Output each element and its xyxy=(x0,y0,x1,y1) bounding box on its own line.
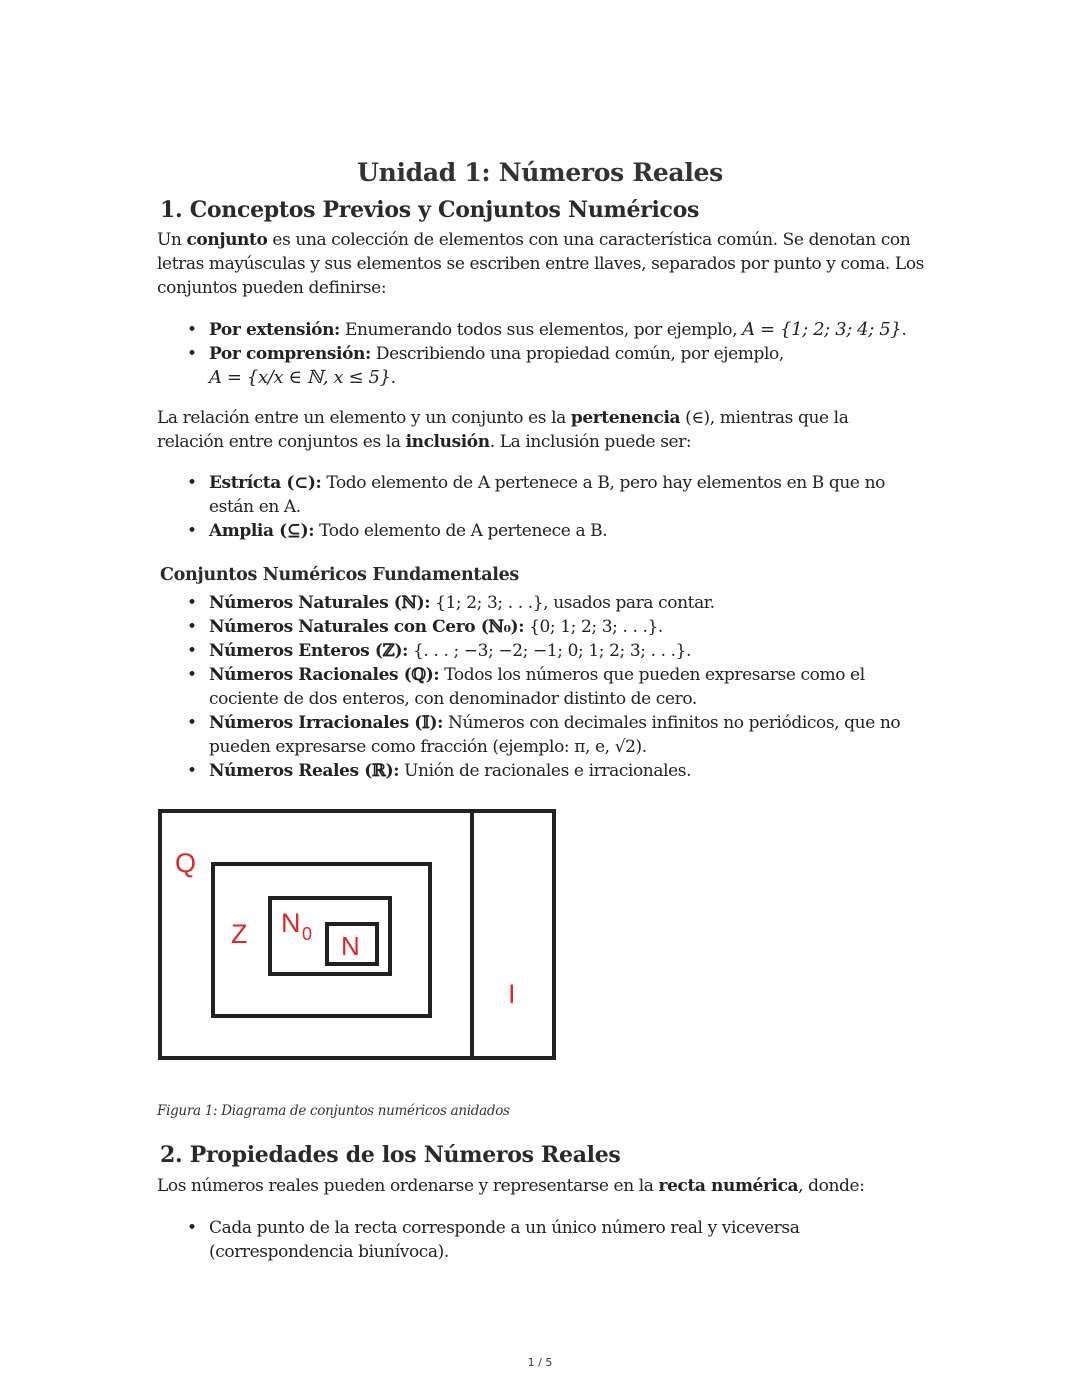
item-text: . xyxy=(390,368,396,388)
label-z: Z xyxy=(231,919,248,949)
item-text: Todos los números que pueden expresarse como el cociente de dos enteros, con denominador distinto de cero. xyxy=(209,665,865,709)
item-label: Números Racionales (ℚ): xyxy=(209,665,440,685)
item-label: Estrícta (⊂): xyxy=(209,473,322,493)
text: Los números reales pueden ordenarse y representarse en la xyxy=(157,1176,659,1196)
item-text: . xyxy=(901,320,907,340)
text: . La inclusión puede ser: xyxy=(489,432,692,452)
intro-text: es una colección de elementos con una característica común. Se denotan con letras mayúsculas y sus elementos se escriben entre llaves, separados por punto y coma. Los conjuntos pueden definirse: xyxy=(157,230,924,298)
item-text: Todo elemento de A pertenece a B, pero hay elementos en B que no están en A. xyxy=(209,473,885,517)
nested-sets-diagram xyxy=(157,808,557,1061)
list-item xyxy=(209,591,919,615)
math-expression: A = {1; 2; 3; 4; 5} xyxy=(742,319,902,340)
section-1-heading: 1. Conceptos Previos y Conjuntos Numéricos xyxy=(160,197,700,223)
item-text: Describiendo una propiedad común, por ejemplo, xyxy=(370,344,784,364)
inclusion-list xyxy=(157,471,909,543)
list-item xyxy=(209,519,909,543)
list-item xyxy=(209,615,919,639)
label-n: N xyxy=(341,931,360,961)
list-item xyxy=(209,471,909,519)
item-label: Números Reales (ℝ): xyxy=(209,761,400,781)
item-label: Por comprensión: xyxy=(209,344,371,364)
math-expression: A = {x/x ∈ ℕ, x ≤ 5} xyxy=(209,367,391,388)
text: , donde: xyxy=(798,1176,865,1196)
list-item xyxy=(209,711,919,759)
item-text: {0; 1; 2; 3; . . .}. xyxy=(524,617,663,637)
text: (∈), mientras que la relación entre conjuntos es la xyxy=(157,408,849,452)
number-sets-list xyxy=(157,591,919,783)
section-2-intro xyxy=(157,1174,937,1198)
term-recta-numerica: recta numérica xyxy=(658,1176,799,1196)
list-item xyxy=(209,639,919,663)
page-number: 1 / 5 xyxy=(527,1356,553,1369)
section-1-intro xyxy=(157,228,937,300)
definition-list xyxy=(157,318,979,390)
section-2-heading: 2. Propiedades de los Números Reales xyxy=(160,1142,621,1168)
list-item xyxy=(209,318,979,342)
label-q: Q xyxy=(175,848,197,878)
item-text: Números con decimales infinitos no periódicos, que no pueden expresarse como fracción (ejemplo: π, e, √2). xyxy=(209,713,901,757)
label-i: I xyxy=(508,979,516,1009)
item-label: Números Enteros (ℤ): xyxy=(209,641,409,661)
item-text: Unión de racionales e irracionales. xyxy=(399,761,692,781)
list-item xyxy=(209,1216,849,1264)
item-label: Amplia (⊆): xyxy=(209,521,315,541)
item-text: Cada punto de la recta corresponde a un único número real y viceversa (correspondencia biunívoca). xyxy=(209,1218,800,1262)
subheading-number-sets: Conjuntos Numéricos Fundamentales xyxy=(160,565,519,585)
term-conjunto: conjunto xyxy=(186,230,268,250)
item-label: Números Naturales con Cero (ℕ₀): xyxy=(209,617,525,637)
text: La relación entre un elemento y un conjunto es la xyxy=(157,408,571,428)
figure-caption: Figura 1: Diagrama de conjuntos numéricos anidados xyxy=(157,1103,510,1119)
item-text: {. . . ; −3; −2; −1; 0; 1; 2; 3; . . .}. xyxy=(408,641,692,661)
list-item xyxy=(209,663,919,711)
list-item xyxy=(209,342,979,390)
item-label: Números Irracionales (𝕀): xyxy=(209,713,443,733)
item-text: Todo elemento de A pertenece a B. xyxy=(314,521,608,541)
term-pertenencia: pertenencia xyxy=(570,408,681,428)
properties-list xyxy=(157,1216,849,1264)
intro-text: Un xyxy=(157,230,187,250)
item-text: {1; 2; 3; . . .}, usados para contar. xyxy=(430,593,715,613)
item-text: Enumerando todos sus elementos, por ejemplo, xyxy=(339,320,743,340)
label-n0-subscript: 0 xyxy=(302,924,313,944)
diagram-svg xyxy=(157,808,557,1061)
label-n0: N xyxy=(281,908,301,938)
term-inclusion: inclusión xyxy=(405,432,490,452)
item-label: Números Naturales (ℕ): xyxy=(209,593,431,613)
item-label: Por extensión: xyxy=(209,320,340,340)
list-item xyxy=(209,759,919,783)
relation-paragraph xyxy=(157,406,877,454)
page-title: Unidad 1: Números Reales xyxy=(357,158,723,187)
